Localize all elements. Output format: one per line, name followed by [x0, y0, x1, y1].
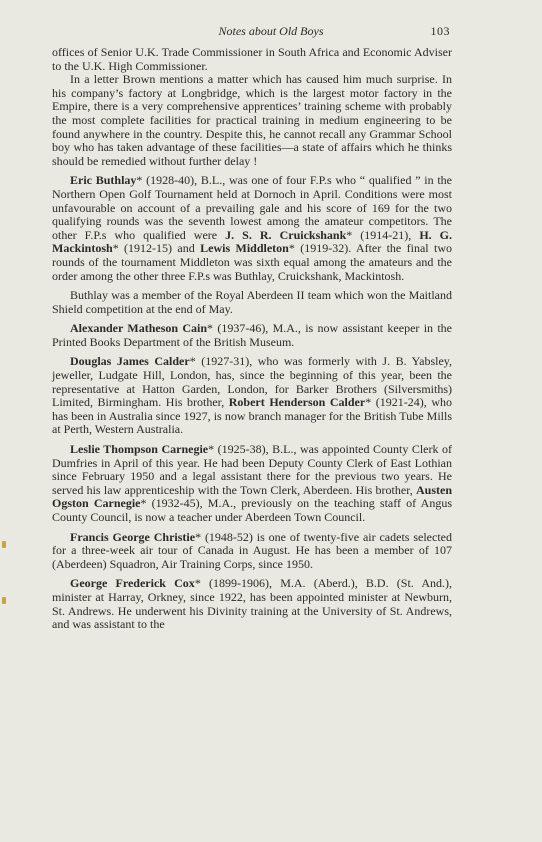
- person-name: Lewis Middleton: [200, 241, 289, 256]
- paragraph: [52, 443, 452, 525]
- margin-mark: [2, 597, 6, 604]
- paragraph: [52, 322, 452, 349]
- text-run: * (1899-1906), M.A. (Aberd.), B.D. (St. And.), minister at Harray, Orkney, since 1922, has been appointed minister at Newburn, St. Andrews. He underwent his Divinity training at the University of St. Andrews, and was assistant to the: [52, 576, 452, 632]
- text-run: * (1948-52) is one of twenty-five air cadets selected for a three-week air tour of Canada in August. He has been a member of 107 (Aberdeen) Squadron, Air Training Corps, since 1950.: [52, 529, 452, 571]
- person-name: J. S. R. Cruickshank: [225, 227, 347, 242]
- person-name: Robert Henderson Calder: [228, 395, 366, 410]
- text-run: * (1932-45), M.A., previously on the teaching staff of Angus County Council, is now a teacher under Aberdeen Town Council.: [52, 496, 453, 524]
- margin-mark: [2, 541, 6, 548]
- paragraph: [52, 355, 452, 437]
- text-run: * (1919-32). After the final two rounds of the tournament Middleton was sixth equal among the amateurs and the order among the other three F.P.s was Buthlay, Cruickshank, Mackintosh.: [52, 241, 452, 283]
- text-run: Buthlay was a member of the Royal Aberdeen II team which won the Maitland Shield competition at the end of May.: [52, 288, 452, 316]
- body-text: [52, 46, 452, 638]
- person-name: Alexander Matheson Cain: [70, 321, 208, 336]
- text-run: offices of Senior U.K. Trade Commissioner in South Africa and Economic Adviser to the U.K. High Commissioner.: [52, 45, 452, 73]
- person-name: Austen Ogston Carnegie: [52, 482, 452, 511]
- person-name: Eric Buthlay: [70, 173, 137, 188]
- page-number: 103: [430, 24, 450, 38]
- paragraph: [52, 289, 452, 316]
- person-name: George Frederick Cox: [70, 576, 195, 591]
- text-run: * (1925-38), B.L., was appointed County Clerk of Dumfries in April of this year. He had been Deputy County Clerk of East Lothian since February 1950 and a legal assistant there for the previous two years. He served his law apprenticeship with the Town Clerk, Aberdeen. His brother,: [52, 442, 452, 497]
- person-name: Douglas James Calder: [70, 354, 190, 369]
- running-title: Notes about Old Boys: [218, 24, 324, 38]
- text-run: * (1927-31), who was formerly with J. B. Yabsley, jeweller, Ludgate Hill, London, has, since the beginning of this year, been the representative at Hatton Garden, London, for Barker Brothers (Silversmiths) Limited, Birmingham. His brother,: [52, 354, 452, 410]
- text-run: * (1914-21),: [346, 227, 420, 242]
- person-name: Francis George Christie: [70, 529, 196, 544]
- running-head: [0, 24, 542, 40]
- text-run: In a letter Brown mentions a matter which has caused him much surprise. In his company’s factory at Longbridge, which is the largest motor factory in the Empire, there is a very comprehensive apprentices’ training scheme with probably the most complete facilities for practical training in medium engineering to be found anywhere in the country. Despite this, he cannot recall any Grammar School boy who has taken advantage of these facilities—a state of affairs which he thinks should be remedied without further delay !: [52, 72, 452, 168]
- paragraph: [52, 174, 452, 283]
- paragraph: [52, 577, 452, 631]
- text-run: * (1937-46), M.A., is now assistant keeper in the Printed Books Department of the British Museum.: [52, 321, 452, 349]
- person-name: H. G. Mackintosh: [52, 227, 453, 256]
- text-run: * (1912-15) and: [112, 241, 201, 256]
- text-run: * (1928-40), B.L., was one of four F.P.s who “ qualified ” in the Northern Open Golf Tournament held at Dornoch in April. Conditions were most unfavourable on account of a prevailing gale and his score of 169 for the two qualifying rounds was the seventh lowest among the amateur competitors. The other F.P.s who qualified were: [52, 173, 453, 242]
- person-name: Leslie Thompson Carnegie: [70, 442, 209, 457]
- paragraph: [52, 531, 452, 572]
- paragraph: [52, 73, 452, 168]
- text-run: * (1921-24), who has been in Australia since 1927, is now branch manager for the British Tube Mills at Perth, Western Australia.: [52, 395, 453, 437]
- paragraph: [52, 46, 452, 73]
